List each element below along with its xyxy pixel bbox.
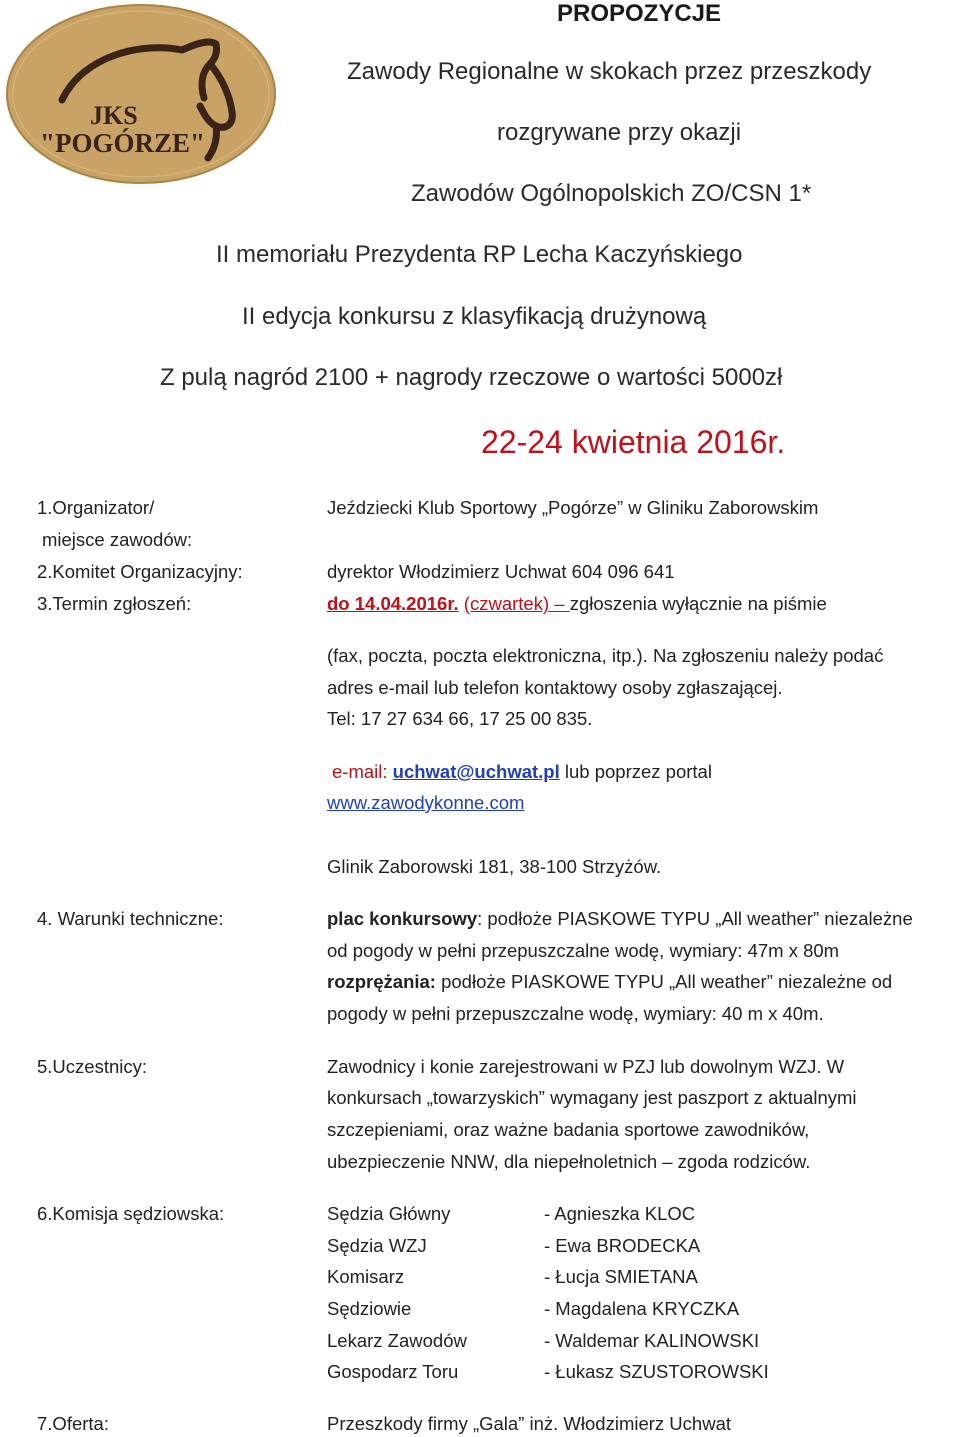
section-3-phone: Tel: 17 27 634 66, 17 25 00 835.	[327, 708, 593, 729]
section-1-label-cont: miejsce zawodów:	[42, 529, 193, 550]
header-line-5: II edycja konkursu z klasyfikacją drużynową	[242, 303, 707, 330]
email-link[interactable]: uchwat@uchwat.pl	[392, 761, 560, 782]
section-4-line-2: od pogody w pełni przepuszczalne wodę, wymiary: 47m x 80m	[327, 940, 840, 961]
section-4-label: 4. Warunki techniczne:	[37, 908, 224, 929]
judge-name: - Waldemar KALINOWSKI	[544, 1330, 760, 1351]
header-line-2: rozgrywane przy okazji	[497, 119, 742, 146]
section-3-address: Glinik Zaborowski 181, 38-100 Strzyżów.	[327, 856, 662, 877]
judge-role: Sędziowie	[327, 1298, 412, 1319]
section-6-label: 6.Komisja sędziowska:	[37, 1203, 225, 1224]
section-5-line: konkursach „towarzyskich” wymagany jest paszport z aktualnymi	[327, 1087, 857, 1108]
portal-link[interactable]: www.zawodykonne.com	[327, 792, 525, 813]
logo-line2: "POGÓRZE"	[40, 128, 205, 158]
section-3-deadline-line	[327, 593, 827, 615]
section-3-email-line	[332, 761, 712, 783]
judge-role: Lekarz Zawodów	[327, 1330, 467, 1351]
rozp-text: podłoże PIASKOWE TYPU „All weather” niezależne od	[441, 971, 893, 992]
event-date: 22-24 kwietnia 2016r.	[481, 424, 786, 460]
deadline-note: zgłoszenia wyłącznie na piśmie	[569, 593, 827, 614]
header-line-4: II memoriału Prezydenta RP Lecha Kaczyńskiego	[216, 241, 743, 268]
section-3-line-3: adres e-mail lub telefon kontaktowy osoby zgłaszającej.	[327, 677, 783, 698]
section-3-label: 3.Termin zgłoszeń:	[37, 593, 192, 614]
section-1-label: 1.Organizator/	[37, 497, 155, 518]
section-4-line-3	[327, 971, 892, 993]
plac-text: : podłoże PIASKOWE TYPU „All weather” niezależne	[477, 908, 913, 929]
judge-name: - Łukasz SZUSTOROWSKI	[544, 1361, 769, 1382]
rozp-label: rozprężania:	[327, 971, 436, 992]
jks-pogorze-logo	[4, 2, 278, 186]
section-5-line: ubezpieczenie NNW, dla niepełnoletnich – zgoda rodziców.	[327, 1151, 811, 1172]
section-5-line: szczepieniami, oraz ważne badania sportowe zawodników,	[327, 1119, 810, 1140]
section-2-label: 2.Komitet Organizacyjny:	[37, 561, 243, 582]
section-4-line-4: pogody w pełni przepuszczalne wodę, wymiary: 40 m x 40m.	[327, 1003, 824, 1024]
header-line-3: Zawodów Ogólnopolskich ZO/CSN 1*	[411, 180, 812, 207]
deadline-day: (czwartek) –	[463, 593, 570, 614]
judge-name: - Magdalena KRYCZKA	[544, 1298, 740, 1319]
document-title: PROPOZYCJE	[557, 0, 722, 27]
section-2-value: dyrektor Włodzimierz Uchwat 604 096 641	[327, 561, 675, 582]
portal-text: lub poprzez portal	[564, 761, 712, 782]
judge-role: Sędzia WZJ	[327, 1235, 427, 1256]
header-line-6: Z pulą nagród 2100 + nagrody rzeczowe o wartości 5000zł	[160, 364, 783, 391]
header-line-1: Zawody Regionalne w skokach przez przeszkody	[347, 58, 872, 85]
plac-label: plac konkursowy	[327, 908, 478, 929]
judge-name: - Łucja SMIETANA	[544, 1266, 698, 1287]
email-label: e-mail:	[332, 761, 388, 782]
section-5-label: 5.Uczestnicy:	[37, 1056, 148, 1077]
section-5-line: Zawodnicy i konie zarejestrowani w PZJ lub dowolnym WZJ. W	[327, 1056, 845, 1077]
logo-line1: JKS	[90, 101, 138, 130]
judge-name: - Ewa BRODECKA	[544, 1235, 701, 1256]
judge-role: Gospodarz Toru	[327, 1361, 459, 1382]
judge-name: - Agnieszka KLOC	[544, 1203, 696, 1224]
section-1-value: Jeździecki Klub Sportowy „Pogórze” w Gliniku Zaborowskim	[327, 497, 819, 518]
deadline-date: do 14.04.2016r.	[327, 593, 459, 614]
judge-role: Sędzia Główny	[327, 1203, 451, 1224]
section-7-value: Przeszkody firmy „Gala” inż. Włodzimierz Uchwat	[327, 1413, 731, 1434]
judge-role: Komisarz	[327, 1266, 405, 1287]
section-4-line-1	[327, 908, 913, 930]
section-3-line-2: (fax, poczta, poczta elektroniczna, itp.). Na zgłoszeniu należy podać	[327, 645, 884, 666]
section-7-label: 7.Oferta:	[37, 1413, 109, 1434]
